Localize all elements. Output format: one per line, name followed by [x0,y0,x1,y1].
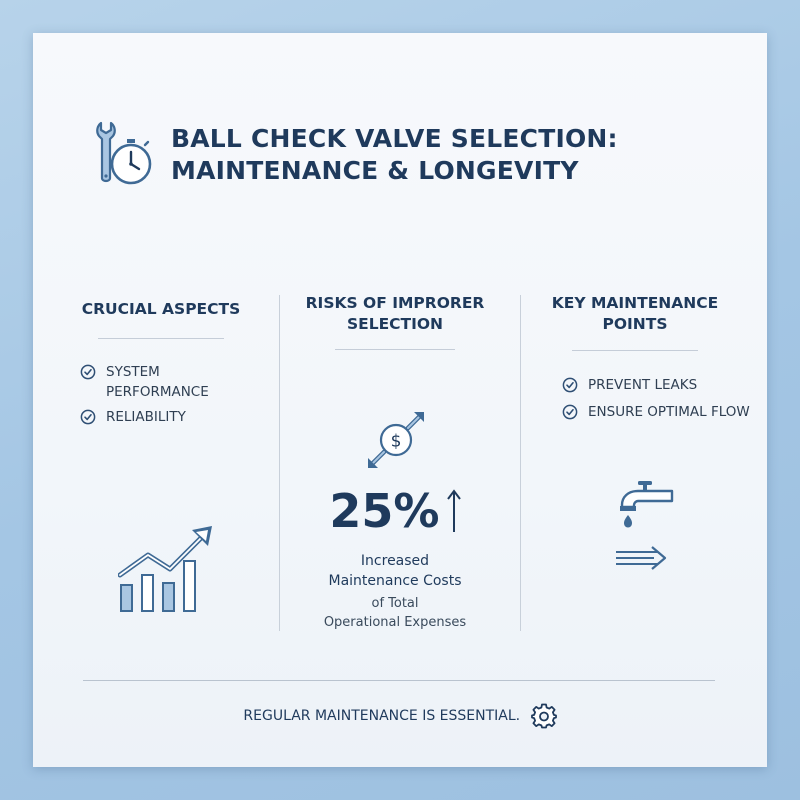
check-circle-icon [80,364,96,380]
risks-title-line-2: SELECTION [346,315,444,333]
footer [33,703,767,729]
page-title [171,123,618,187]
list-item [80,362,226,402]
check-circle-icon [80,409,96,425]
stat-sub-label [282,594,508,632]
item-label: PREVENT LEAKS [588,377,698,393]
risks-column [282,293,508,633]
check-circle-icon [562,377,578,393]
stat-sub-line-1: of Total [371,596,419,611]
cost-arrows-icon [364,409,428,471]
stat-label-line-2: Maintenance Costs [328,573,462,589]
stat-sub-line-2: Operational Expenses [323,615,467,630]
item-label: ENSURE OPTIMAL FLOW [588,404,750,420]
crucial-aspects-list [80,362,274,427]
risks-underline [335,349,455,350]
svg-text:$: $ [390,431,402,452]
title-line-2: MAINTENANCE & LONGEVITY [171,156,579,185]
maintenance-title-line-2: POINTS [602,315,668,333]
growth-chart-icon [118,525,218,615]
list-item [562,375,748,395]
title-line-1: BALL CHECK VALVE SELECTION: [171,124,618,153]
maintenance-underline [572,350,698,351]
stat-value: 25% [329,484,440,538]
maintenance-title-line-1: KEY MAINTENANCE [551,294,719,312]
item-label: RELIABILITY [106,409,186,425]
maintenance-list [562,375,748,422]
footer-text: REGULAR MAINTENANCE IS ESSENTIAL. [243,708,521,724]
list-item [80,407,274,427]
stat-label [282,551,508,591]
crucial-aspects-underline [98,338,224,339]
faucet-icon [614,479,676,529]
maintenance-column [522,293,748,633]
crucial-aspects-column [48,293,274,633]
footer-divider [83,680,715,681]
list-item [562,402,748,422]
stat-label-line-1: Increased [360,553,430,569]
gear-icon [531,703,557,729]
wrench-stopwatch-icon [93,121,159,187]
flow-arrow-icon [614,545,670,571]
maintenance-title [522,293,748,335]
risks-title [282,293,508,335]
check-circle-icon [562,404,578,420]
stat-block [282,483,508,539]
column-divider [279,295,280,631]
arrow-up-icon [447,488,461,534]
crucial-aspects-title: CRUCIAL ASPECTS [81,300,241,318]
column-divider [520,295,521,631]
risks-title-line-1: RISKS OF IMPRORER [305,294,485,312]
item-label: SYSTEM PERFORMANCE [106,364,209,400]
infographic-card [33,33,767,767]
header [93,121,693,221]
